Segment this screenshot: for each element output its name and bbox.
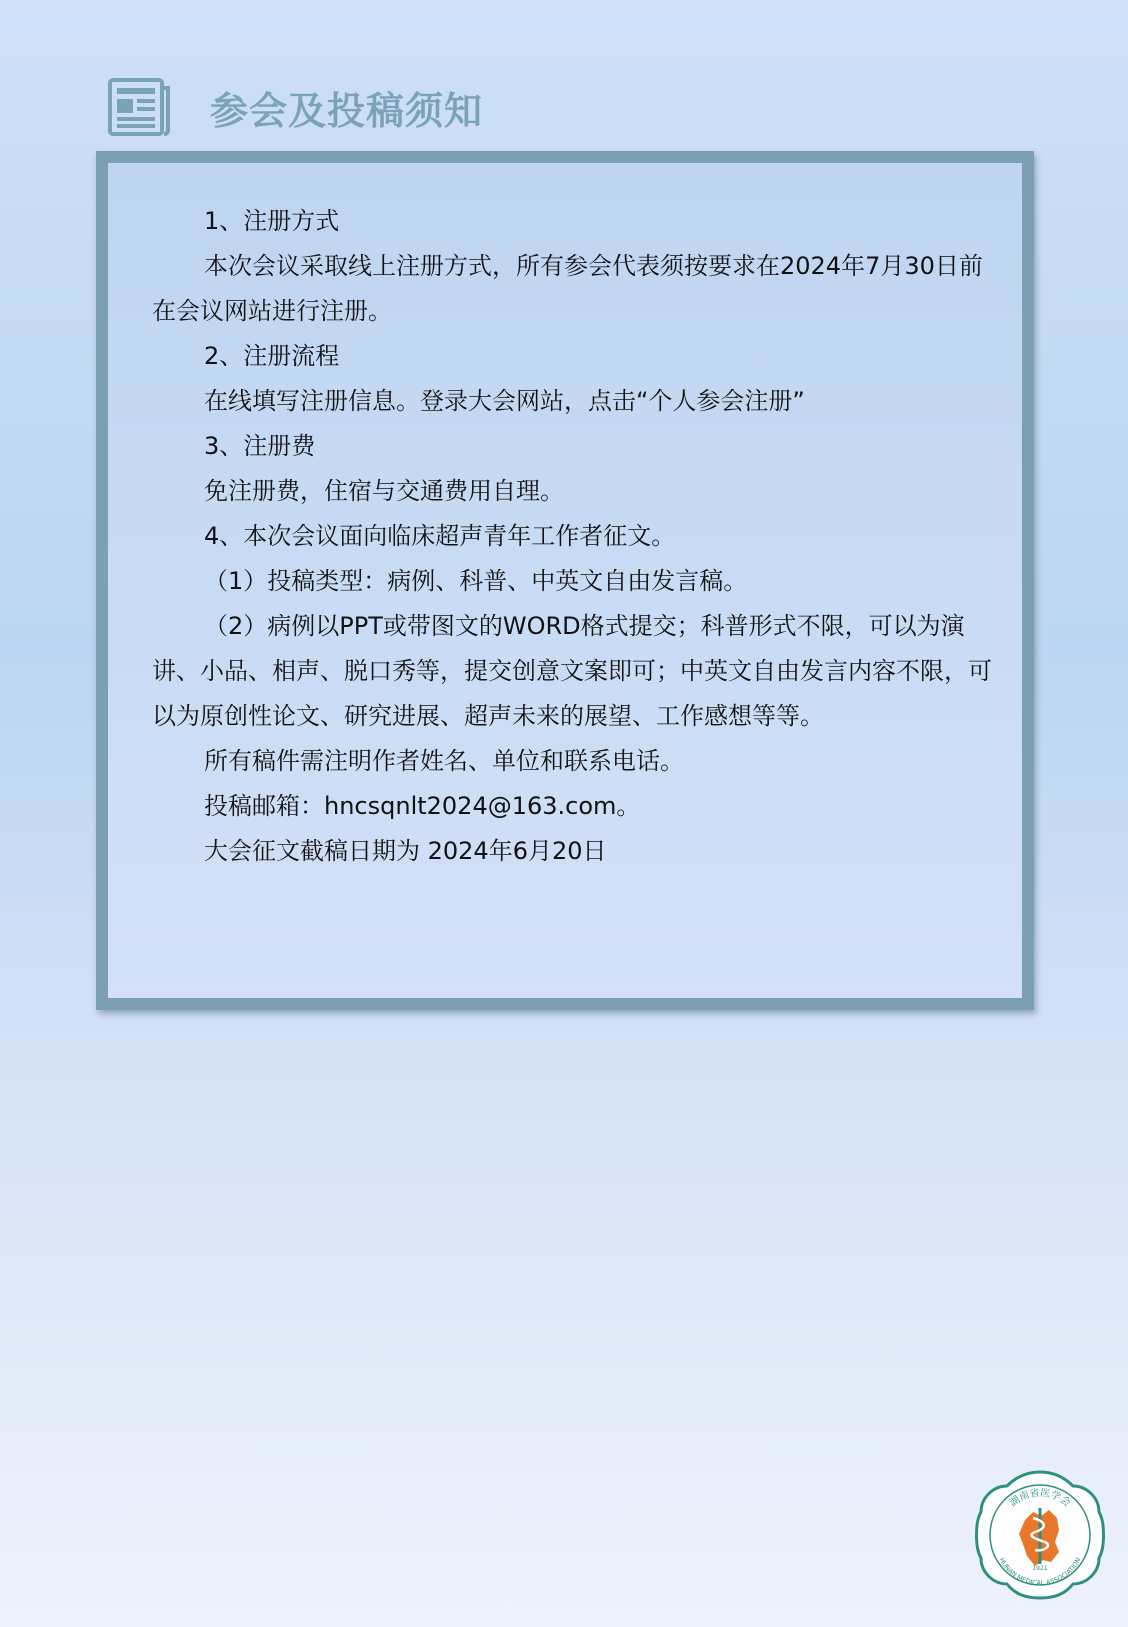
- notice-text-registration-process: 在线填写注册信息。登录大会网站，点击“个人参会注册”: [204, 387, 805, 415]
- emblem-year: 1921: [1032, 1565, 1048, 1572]
- notice-text-deadline: 大会征文截稿日期为 2024年6月20日: [204, 837, 607, 865]
- notice-heading-registration-process: 2、注册流程: [204, 342, 340, 370]
- notice-text-author-info: 所有稿件需注明作者姓名、单位和联系电话。: [204, 747, 684, 775]
- notice-heading-registration-method: 1、注册方式: [204, 207, 340, 235]
- notice-text-submission-email: 投稿邮箱：hncsqnlt2024@163.com。: [204, 792, 641, 820]
- emblem-chinese-name: 湖南省医学会: [1007, 1487, 1073, 1510]
- notice-heading-registration-fee: 3、注册费: [204, 432, 316, 460]
- notice-text-submission-formats: （2）病例以PPT或带图文的WORD格式提交；科普形式不限，可以为演讲、小品、相声、脱口秀等，提交创意文案即可；中英文自由发言内容不限，可以为原创性论文、研究进展、超声未来的展望、工作感想等等。: [152, 612, 992, 730]
- page-title: 参会及投稿须知: [210, 89, 484, 133]
- section-header: [108, 74, 708, 138]
- notice-content: [152, 199, 1002, 874]
- notice-text-registration-method: 本次会议采取线上注册方式，所有参会代表须按要求在2024年7月30日前在会议网站进行注册。: [152, 252, 983, 325]
- notice-panel: [96, 151, 1034, 1010]
- notice-text-registration-fee: 免注册费，住宿与交通费用自理。: [204, 477, 564, 505]
- hunan-medical-association-emblem: [973, 1468, 1107, 1602]
- newspaper-icon: [108, 74, 172, 138]
- notice-heading-call-for-papers: 4、本次会议面向临床超声青年工作者征文。: [204, 522, 676, 550]
- emblem-english-name: HUNAN MEDICAL ASSOCIATION: [997, 1556, 1083, 1588]
- notice-text-submission-types: （1）投稿类型：病例、科普、中英文自由发言稿。: [204, 567, 748, 595]
